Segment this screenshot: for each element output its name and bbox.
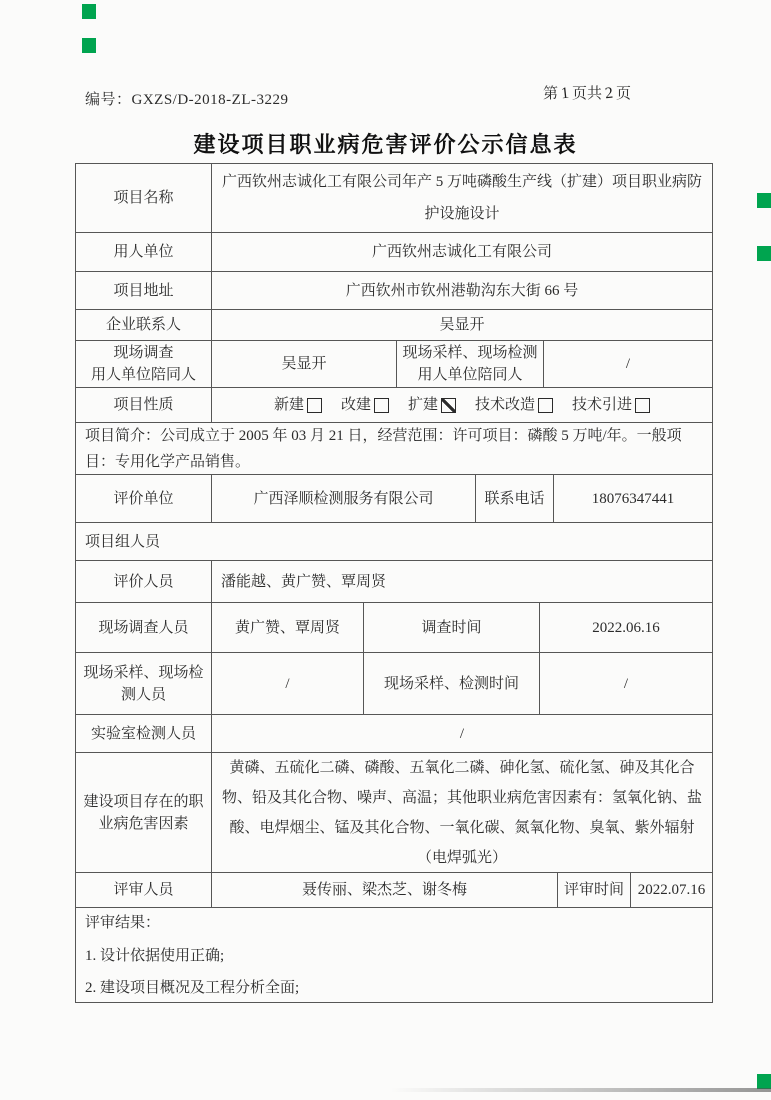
review-staff-label: 评审人员 [113, 882, 174, 898]
review-time-label: 评审时间 [557, 873, 630, 907]
checkbox-checked-icon [441, 398, 456, 413]
survey-time-value: 2022.06.16 [539, 603, 712, 652]
row-eval-staff [76, 560, 712, 602]
checkbox-unchecked-icon [635, 398, 650, 413]
option-label: 新建 [273, 397, 304, 413]
address-value: 广西钦州市钦州港勒沟东大街 66 号 [211, 272, 712, 309]
checkbox-unchecked-icon [538, 398, 553, 413]
green-scan-mark [82, 4, 96, 19]
page-title: 建设项目职业病危害评价公示信息表 [193, 132, 578, 157]
label-line: 测人员 [120, 686, 166, 703]
survey-staff-label: 现场调查人员 [98, 619, 189, 636]
row-lab-staff [76, 714, 712, 752]
checkbox-unchecked-icon [307, 398, 322, 413]
survey-staff-value: 黄广赞、覃周贤 [211, 603, 363, 652]
row-team-header [76, 522, 712, 560]
hazards-label [76, 753, 211, 872]
sampling-time-label: 现场采样、检测时间 [363, 653, 539, 714]
green-scan-mark [82, 38, 96, 53]
evaluator-value: 广西泽顺检测服务有限公司 [211, 475, 475, 522]
survey-escort-label [76, 341, 211, 387]
nature-option-tech-import [572, 394, 650, 416]
nature-option-expansion [408, 394, 456, 416]
review-time-value: 2022.07.16 [630, 873, 712, 907]
option-label: 技术改造 [475, 397, 536, 413]
row-project-nature [76, 387, 712, 422]
nature-option-new [274, 394, 322, 416]
label-line: 建设项目存在的职 [83, 793, 204, 810]
phone-label: 联系电话 [475, 475, 553, 522]
review-result-item: 1. 设计依据使用正确; [85, 947, 225, 964]
option-label: 改建 [340, 397, 371, 413]
employer-value: 广西钦州志诚化工有限公司 [211, 233, 712, 271]
label-line: 现场采样、现场检测 [402, 345, 538, 361]
scan-page-edge [390, 1088, 771, 1092]
row-survey-staff [76, 602, 712, 652]
lab-staff-value: / [211, 715, 712, 752]
address-label: 项目地址 [113, 282, 174, 299]
sampling-escort-value: / [543, 341, 712, 387]
row-evaluator [76, 474, 712, 522]
nature-option-tech-upgrade [475, 394, 553, 416]
checkbox-unchecked-icon [374, 398, 389, 413]
row-review-staff [76, 872, 712, 907]
row-address [76, 271, 712, 309]
project-name-value: 广西钦州志诚化工有限公司年产 5 万吨磷酸生产线（扩建）项目职业病防护设施设计 [211, 164, 712, 232]
green-scan-mark [757, 193, 771, 208]
phone-value: 18076347441 [553, 475, 712, 522]
eval-staff-label: 评价人员 [113, 573, 174, 590]
survey-time-label: 调查时间 [363, 603, 539, 652]
row-project-brief [76, 422, 712, 474]
project-brief: 项目简介：公司成立于 2005 年 03 月 21 日，经营范围：许可项目：磷酸 5 万吨/年。一般项目：专用化学产品销售。 [85, 427, 682, 470]
handwritten-page-number: 1 [560, 84, 570, 103]
label-line: 用人单位陪同人 [90, 367, 196, 383]
sampling-staff-label [76, 653, 211, 714]
review-result-item: 2. 建设项目概况及工程分析全面; [85, 980, 300, 997]
row-escorts [76, 340, 712, 387]
project-name-label: 项目名称 [113, 190, 174, 206]
option-label: 扩建 [407, 397, 438, 413]
green-scan-mark [757, 246, 771, 261]
sampling-time-value: / [539, 653, 712, 714]
row-review-result [76, 907, 712, 1002]
option-label: 技术引进 [572, 397, 633, 413]
review-result-title: 评审结果： [85, 915, 161, 932]
handwritten-total-pages: 2 [604, 84, 614, 103]
row-sampling-staff [76, 652, 712, 714]
contact-value: 吴显开 [211, 310, 712, 340]
lab-staff-label: 实验室检测人员 [90, 725, 196, 742]
review-result [76, 908, 712, 1002]
label-line: 用人单位陪同人 [417, 367, 523, 383]
review-staff-value: 聂传丽、梁杰芝、谢冬梅 [211, 873, 557, 907]
info-table [75, 163, 713, 1003]
nature-option-rebuild [341, 394, 389, 416]
row-hazards [76, 752, 712, 872]
sampling-escort-label [396, 341, 543, 387]
label-line: 业病危害因素 [98, 815, 189, 832]
employer-label: 用人单位 [113, 244, 174, 260]
nature-label: 项目性质 [113, 397, 174, 413]
hazards-value: 黄磷、五硫化二磷、磷酸、五氧化二磷、砷化氢、硫化氢、砷及其化合物、铅及其化合物、噪声、高温；其他职业病危害因素有：氢氧化钠、盐酸、电焊烟尘、锰及其化合物、一氧化碳、氮氧化物、臭氧、紫外辐射（电焊弧光） [211, 753, 712, 872]
row-project-name [76, 164, 712, 232]
row-contact [76, 309, 712, 340]
label-line: 现场调查 [113, 345, 174, 361]
document-number: 编号：GXZS/D-2018-ZL-3229 [85, 92, 289, 108]
page-indicator [543, 82, 631, 103]
label-line: 现场采样、现场检 [83, 664, 204, 681]
evaluator-label: 评价单位 [113, 490, 174, 507]
contact-label: 企业联系人 [105, 317, 181, 333]
nature-options [211, 388, 712, 422]
page-prefix: 第 [543, 86, 559, 102]
survey-escort-value: 吴显开 [211, 341, 396, 387]
team-header: 项目组人员 [85, 533, 161, 550]
row-employer [76, 232, 712, 271]
page-suffix: 页 [616, 86, 632, 102]
page-mid: 页共 [572, 86, 603, 102]
green-scan-mark [757, 1074, 771, 1089]
sampling-staff-value: / [211, 653, 363, 714]
eval-staff-value: 潘能越、黄广赞、覃周贤 [211, 561, 712, 602]
